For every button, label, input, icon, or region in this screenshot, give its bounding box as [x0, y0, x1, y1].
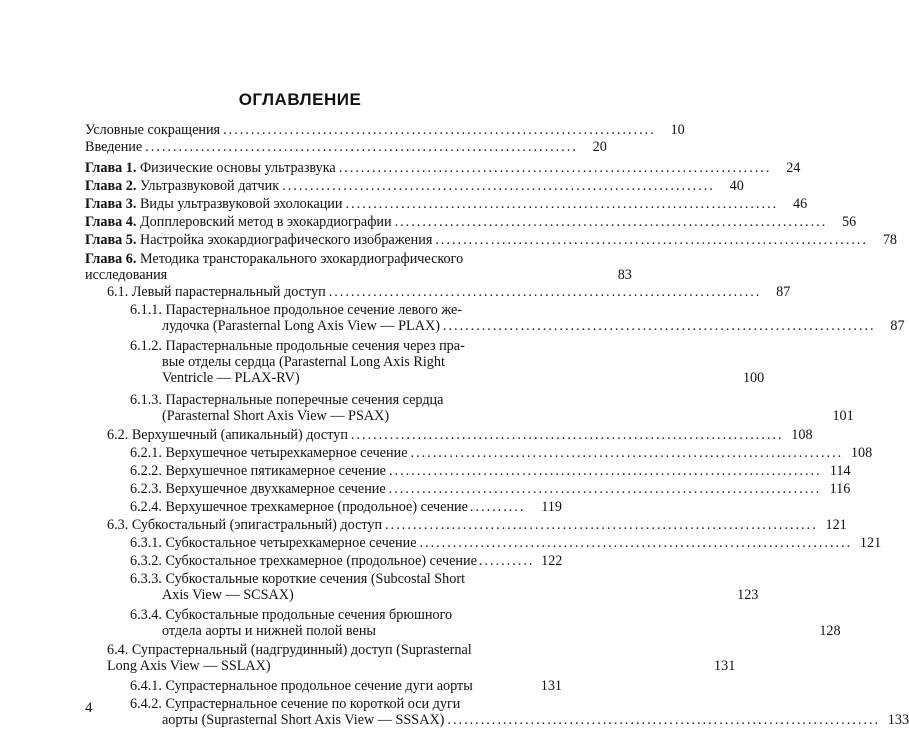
toc-entry-text: Условные сокращения	[85, 122, 221, 138]
leader-space	[392, 408, 825, 424]
toc-entry-text: вые отделы сердца (Parasternal Long Axis Right	[162, 354, 445, 370]
toc-page: 87	[890, 318, 905, 334]
toc-entry-text: исследования	[85, 267, 168, 283]
toc-entry-text: Ventricle — PLAX-RV)	[162, 370, 300, 386]
toc-page: 108	[850, 445, 873, 461]
toc-entry-text: 6.4.1. Супрастернальное продольное сечение дуги аорты	[130, 678, 473, 694]
toc-entry-text: 6.3.1. Субкостальное четырехкамерное сечение	[130, 535, 417, 551]
toc-entry-text: 6.4.2. Супрастернальное сечение по короткой оси дуги	[130, 696, 461, 712]
leader-dots: ..............................................................................	[435, 232, 868, 248]
toc-entry-chapter[interactable]	[85, 178, 744, 194]
toc-page: 24	[786, 160, 801, 176]
toc-page: 100	[742, 370, 765, 386]
toc-entry-chapter[interactable]	[85, 214, 857, 230]
leader-space	[303, 370, 736, 386]
toc-entry-text: 6.1.1. Парастернальное продольное сечение левого же-	[130, 302, 462, 318]
toc-entry-subsection[interactable]	[85, 553, 562, 569]
leader-dots: ..........	[469, 499, 526, 515]
toc-entry-text: аорты (Suprasternal Short Axis View — SSSAX)	[162, 712, 445, 728]
leader-dots: ..............................................................................	[394, 214, 828, 230]
toc-page: 87	[776, 284, 791, 300]
leader-dots: ..............................................................................	[385, 517, 818, 533]
toc-entry-subsection[interactable]	[85, 302, 905, 334]
toc-page: 114	[829, 463, 851, 479]
leader-space	[475, 678, 534, 694]
toc-entry-text: Ультразвуковой датчик	[139, 178, 280, 194]
toc-entry-text: 6.2. Верхушечный (апикальный) доступ	[107, 427, 348, 443]
toc-entry-text: Long Axis View — SSLAX)	[107, 658, 271, 674]
leader-dots: ..............................................................................	[350, 427, 784, 443]
toc-page: 56	[842, 214, 857, 230]
toc-page: 122	[541, 553, 563, 569]
toc-page: 133	[887, 712, 909, 728]
toc-page: 128	[819, 623, 841, 639]
toc-page: 10	[670, 122, 685, 138]
toc-page: 121	[859, 535, 882, 551]
toc-page: 131	[714, 658, 736, 674]
toc-entry-subsection[interactable]	[85, 607, 841, 639]
toc-entry-text: 6.1.2. Парастернальные продольные сечения через пра-	[130, 338, 465, 354]
chapter-label: Глава 5.	[85, 232, 137, 248]
toc-entry-section[interactable]	[85, 642, 736, 674]
toc-entry-chapter[interactable]	[85, 251, 632, 283]
toc-entry-text: 6.3. Субкостальный (эпигастральный) доступ	[107, 517, 383, 533]
toc-entry-text: 6.2.4. Верхушечное трехкамерное (продольное) сечение	[130, 499, 468, 515]
toc-entry-subsection[interactable]	[85, 678, 562, 694]
toc-entry-subsection[interactable]	[85, 499, 562, 515]
leader-dots: ..............................................................................	[328, 284, 762, 300]
toc-entry-text: 6.3.4. Субкостальные продольные сечения брюшного	[130, 607, 453, 623]
toc-page: 83	[617, 267, 632, 283]
toc-entry-text: (Parasternal Short Axis View — PSAX)	[162, 408, 390, 424]
chapter-label: Глава 2.	[85, 178, 137, 194]
leader-space	[297, 587, 730, 603]
toc-entry-text: 6.4. Супрастернальный (надгрудинный) доступ (Suprasternal	[107, 642, 472, 658]
leader-dots: ..............................................................................	[345, 196, 779, 212]
chapter-label: Глава 4.	[85, 214, 137, 230]
leader-space	[274, 658, 707, 674]
leader-dots: ..............................................................................	[388, 463, 822, 479]
toc-page: 46	[792, 196, 808, 212]
toc-entry-text: Настройка эхокардиографического изображения	[139, 232, 433, 248]
toc-page: 108	[791, 427, 813, 443]
page-number: 4	[85, 700, 93, 716]
toc-entry-section[interactable]	[85, 427, 813, 443]
toc-entry-text: 6.3.2. Субкостальное трехкамерное (продольное) сечение	[130, 553, 477, 569]
toc-entry-text: отдела аорты и нижней полой вены	[162, 623, 376, 639]
toc-page: 20	[592, 139, 607, 155]
toc-entry-text: 6.1.3. Парастернальные поперечные сечения сердца	[130, 392, 444, 408]
toc-page: 101	[832, 408, 854, 424]
toc-page: 40	[729, 178, 744, 194]
leader-dots: ..............................................................................	[145, 139, 578, 155]
toc-entry-subsection[interactable]	[85, 571, 759, 603]
toc-entry-subsection[interactable]	[85, 392, 854, 424]
leader-dots: ..........	[478, 553, 535, 569]
chapter-label: Глава 3.	[85, 196, 137, 212]
leader-space	[170, 267, 603, 283]
leader-dots: ..............................................................................	[442, 318, 876, 334]
toc-entry-text: 6.1. Левый парастернальный доступ	[107, 284, 326, 300]
toc-entry-text: 6.3.3. Субкостальные короткие сечения (Subcostal Short	[130, 571, 466, 587]
toc-entry-subsection[interactable]	[85, 481, 851, 497]
toc-entry-subsection[interactable]	[85, 445, 873, 461]
toc-entry-subsection[interactable]	[85, 535, 882, 551]
toc-entry-chapter[interactable]	[85, 232, 897, 248]
leader-dots: ..............................................................................	[338, 160, 772, 176]
toc-page: 123	[737, 587, 759, 603]
toc-page: 78	[882, 232, 897, 248]
toc-title: ОГЛАВЛЕНИЕ	[238, 90, 362, 109]
toc-entry-chapter[interactable]	[85, 160, 801, 176]
toc-entry-subsection[interactable]	[85, 696, 909, 728]
toc-page: 121	[825, 517, 847, 533]
toc-entry-section[interactable]	[85, 517, 847, 533]
toc-entry-text: лудочка (Parasternal Long Axis View — PLAX)	[162, 318, 440, 334]
toc-entry-text: Допплеровский метод в эхокардиографии	[139, 214, 392, 230]
toc-entry-text: 6.2.3. Верхушечное двухкамерное сечение	[130, 481, 386, 497]
leader-dots: ..............................................................................	[419, 535, 853, 551]
toc-page: 119	[541, 499, 562, 515]
toc-entry-text: 6.2.1. Верхушечное четырехкамерное сечение	[130, 445, 408, 461]
leader-dots: ..............................................................................	[223, 122, 656, 138]
toc-entry-chapter[interactable]	[85, 196, 808, 212]
toc-entry[interactable]	[85, 139, 607, 155]
toc-entry-subsection[interactable]	[85, 338, 765, 386]
toc-entry-text: Axis View — SCSAX)	[162, 587, 294, 603]
toc-entry-text: Введение	[85, 139, 143, 155]
toc-page: 116	[829, 481, 851, 497]
leader-dots: ..............................................................................	[447, 712, 881, 728]
toc-entry-subsection[interactable]	[85, 463, 851, 479]
leader-dots: ..............................................................................	[410, 445, 844, 461]
leader-dots: ..............................................................................	[388, 481, 822, 497]
leader-space	[379, 623, 812, 639]
toc-entry[interactable]	[85, 122, 685, 138]
toc-entry-text: Физические основы ультразвука	[139, 160, 336, 176]
toc-entry-text: 6.2.2. Верхушечное пятикамерное сечение	[130, 463, 386, 479]
toc-entry-text: Методика трансторакального эхокардиографического	[139, 251, 464, 267]
leader-dots: ..............................................................................	[282, 178, 715, 194]
chapter-label: Глава 1.	[85, 160, 137, 176]
toc-page: 131	[540, 678, 562, 694]
toc-entry-text: Виды ультразвуковой эхолокации	[139, 196, 343, 212]
toc-entry-section[interactable]	[85, 284, 791, 300]
chapter-label: Глава 6.	[85, 251, 137, 267]
